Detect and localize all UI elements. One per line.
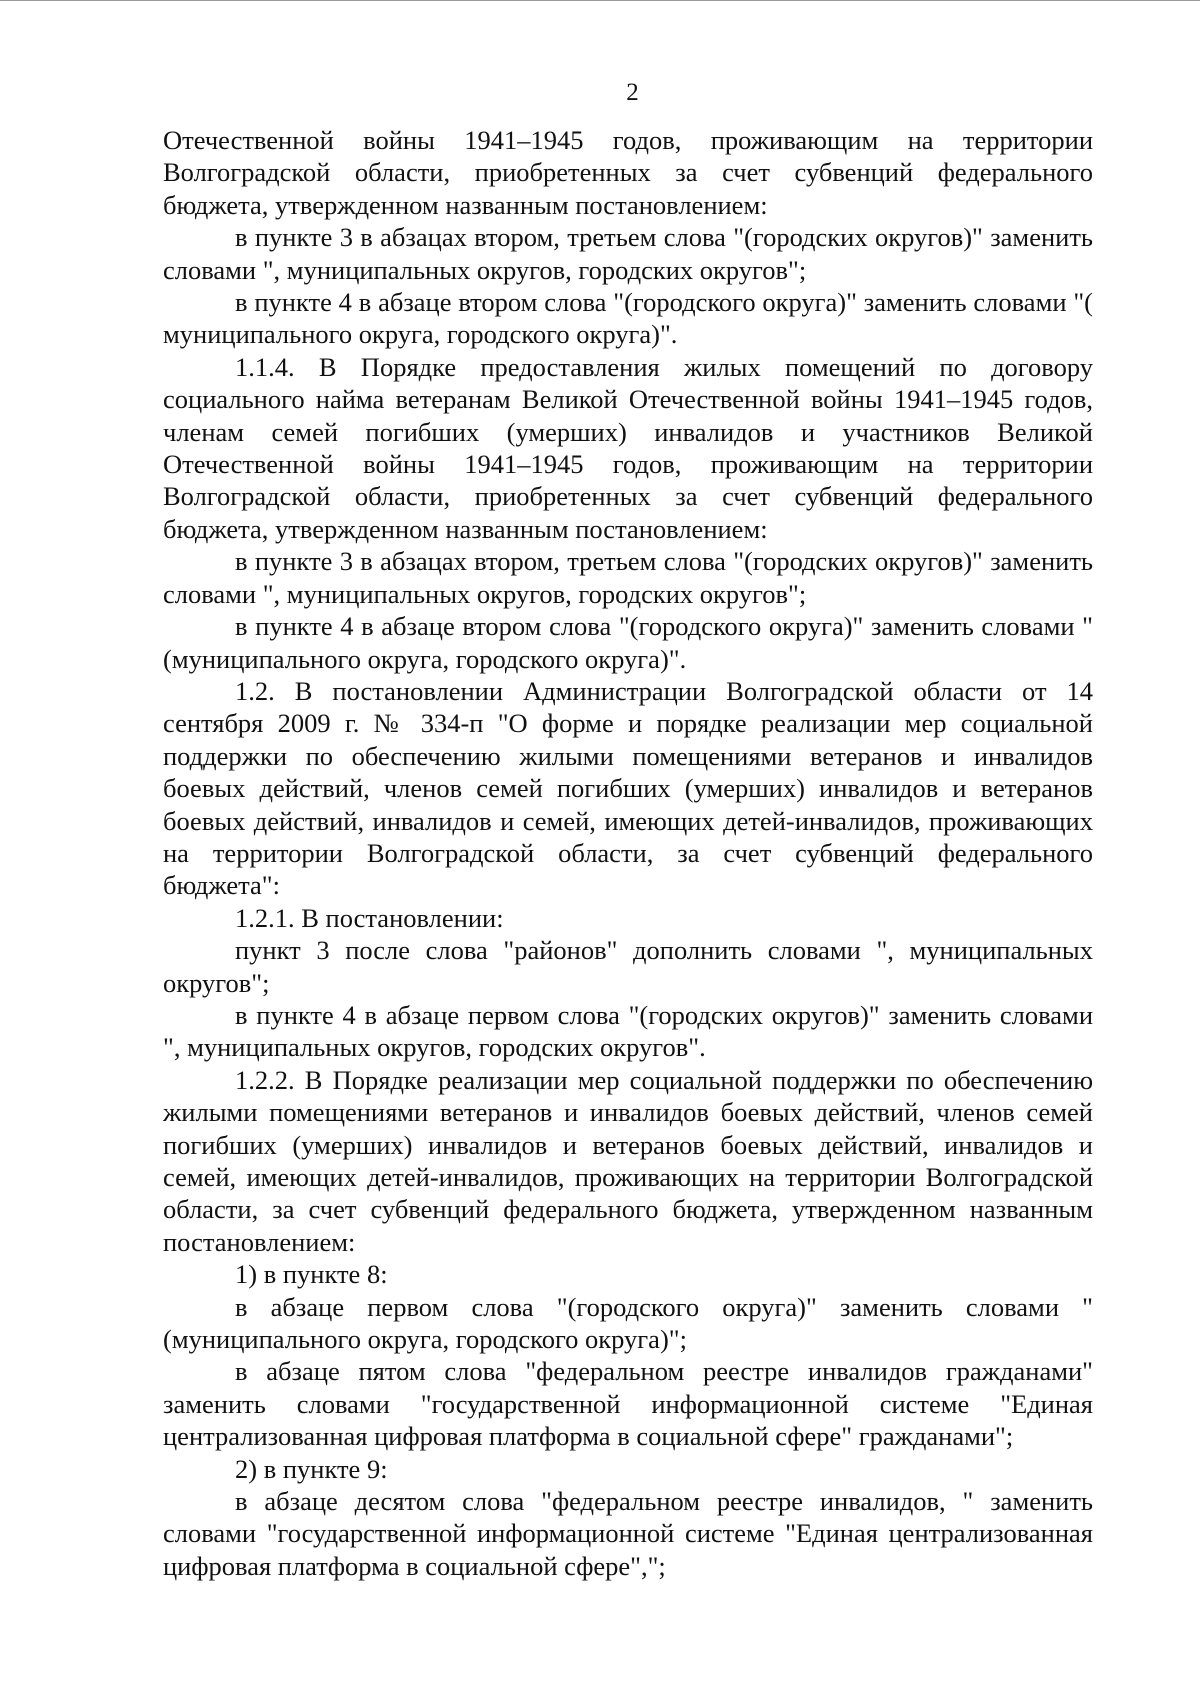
paragraph: 1.1.4. В Порядке предоставления жилых помещений по договору социального найма ветеранам Великой Отечественной войны 1941–1945 годов, членам семей погибших (умерших) инвалидов и участников Великой Отечественной войны 1941–1945 годов, проживающим на территории Волгоградской области, приобретенных за счет субвенций федерального бюджета, утвержденном названным постановлением: (163, 351, 1093, 544)
paragraph: в абзаце первом слова "(городского округа)" заменить словами "(муниципального округа, городского округа)"; (163, 1291, 1093, 1355)
document-body (163, 124, 1093, 1582)
paragraph: 2) в пункте 9: (235, 1453, 388, 1484)
paragraph: в абзаце пятом слова "федеральном реестре инвалидов гражданами" заменить словами "государственной информационной системе "Единая централизованная цифровая платформа в социальной сфере" гражданами"; (163, 1356, 1093, 1452)
paragraph: пункт 3 после слова "районов" дополнить словами ", муниципальных округов"; (163, 935, 1093, 998)
paragraph: в абзаце десятом слова "федеральном реестре инвалидов, " заменить словами "государственной информационной системе "Единая централизованная цифровая платформа в социальной сфере","; (163, 1486, 1093, 1581)
paragraph: Отечественной войны 1941–1945 годов, проживающим на территории Волгоградской области, приобретенных за счет субвенций федерального бюджета, утвержденном названным постановлением: (163, 125, 1093, 220)
paragraph: в пункте 4 в абзаце втором слова "(городского округа)" заменить словами "( муниципального округа, городского округа)". (163, 287, 1093, 350)
paragraph: в пункте 3 в абзацах втором, третьем слова "(городских округов)" заменить словами ", муниципальных округов, городских округов"; (163, 546, 1093, 609)
page-number: 2 (626, 79, 639, 106)
paragraph: в пункте 4 в абзаце первом слова "(городских округов)" заменить словами ", муниципальных округов, городских округов". (163, 999, 1093, 1063)
scan-top-edge (0, 0, 1200, 1)
paragraph: 1) в пункте 8: (235, 1259, 388, 1290)
paragraph: в пункте 3 в абзацах втором, третьем слова "(городских округов)" заменить словами ", муниципальных округов, городских округов"; (163, 222, 1093, 285)
paragraph: в пункте 4 в абзаце втором слова "(городского округа)" заменить словами "(муниципального округа, городского округа)". (163, 611, 1093, 674)
paragraph: 1.2.2. В Порядке реализации мер социальной поддержки по обеспечению жилыми помещениями ветеранов и инвалидов боевых действий, членов семей погибших (умерших) инвалидов и ветеранов боевых действий, инвалидов и семей, имеющих детей-инвалидов, проживающих на территории Волгоградской области, за счет субвенций федерального бюджета, утвержденном названным постановлением: (163, 1064, 1093, 1257)
paragraph: 1.2.1. В постановлении: (235, 902, 504, 933)
paragraph: 1.2. В постановлении Администрации Волгоградской области от 14 сентября 2009 г. № 334-п "О форме и порядке реализации мер социальной поддержки по обеспечению жилыми помещениями ветеранов и инвалидов боевых действий, членов семей погибших (умерших) инвалидов и ветеранов боевых действий, инвалидов и семей, имеющих детей-инвалидов, проживающих на территории Волгоградской области, за счет субвенций федерального бюджета": (163, 675, 1093, 901)
